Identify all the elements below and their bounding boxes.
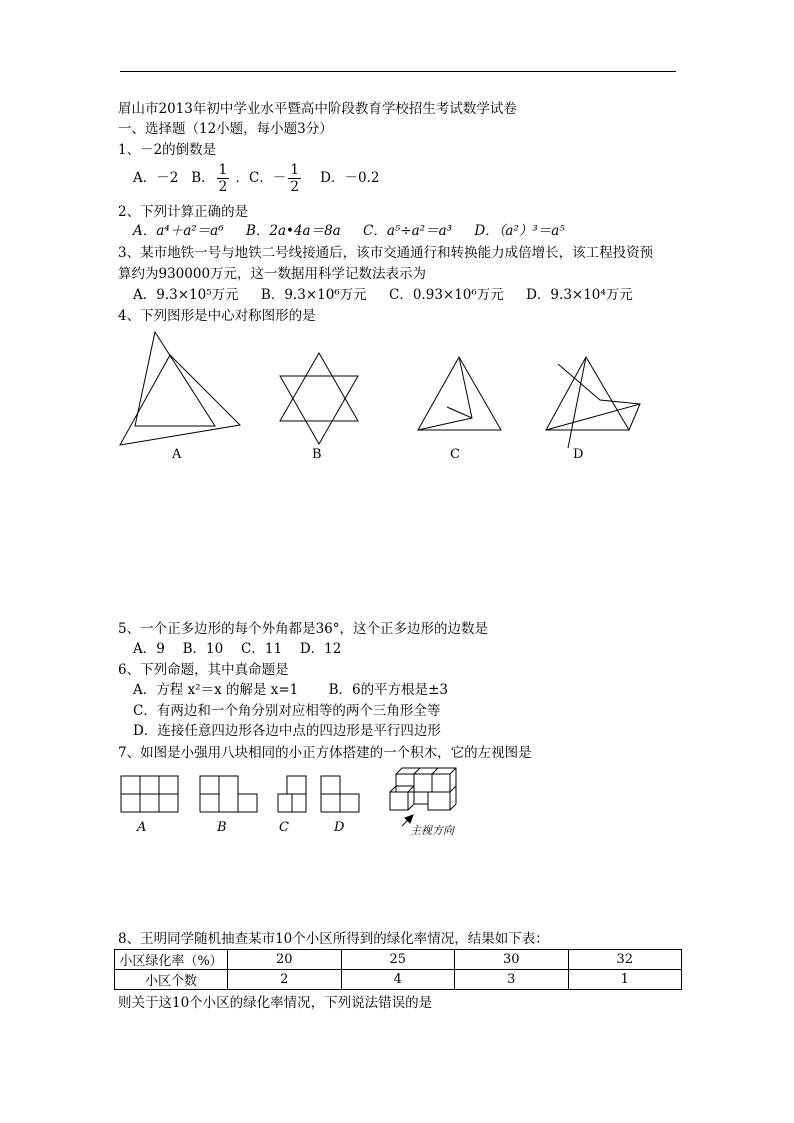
exam-title: 眉山市2013年初中学业水平暨高中阶段教育学校招生考试数学试卷: [118, 101, 517, 117]
q7-label-d: D: [334, 820, 345, 835]
q8-stem: 8、王明同学随机抽查某市10个小区所得到的绿化率情况，结果如下表：: [118, 931, 549, 947]
q7-view-d: [321, 776, 359, 812]
q2-stem: 2、下列计算正确的是: [118, 204, 249, 220]
q6-option-b: B．6的平方根是±3: [328, 682, 448, 698]
q7-view-c: [278, 776, 306, 812]
table-cell: 30: [455, 950, 569, 970]
q7-direction-label: 主视方向: [410, 824, 454, 837]
q2-option-d: D．（a²）³＝a⁵: [474, 223, 565, 239]
q7-view-a: [121, 776, 178, 812]
table-header-cell: 小区个数: [115, 970, 228, 990]
q5-options: A．9 B．10 C．11 D．12: [133, 641, 342, 657]
q6-stem: 6、下列命题，其中真命题是: [118, 662, 289, 678]
table-row: [115, 950, 682, 970]
table-row: [115, 970, 682, 990]
q1-fraction-b: $\frac{1}{2}$: [218, 162, 228, 195]
table-cell: 4: [341, 970, 455, 990]
q3-stem-line1: 3、某市地铁一号与地铁二号线接通后，该市交通通行和转换能力成倍增长，该工程投资预: [118, 245, 654, 261]
q8-after-text: 则关于这10个小区的绿化率情况，下列说法错误的是: [118, 995, 433, 1011]
table-cell: 3: [455, 970, 569, 990]
q4-label-a: A: [172, 447, 182, 462]
q4-label-b: B: [312, 447, 322, 462]
q3-option-d: D．9.3×10⁴万元: [526, 287, 633, 303]
q7-stem: 7、如图是小强用八块相同的小正方体搭建的一个积木，它的左视图是: [118, 745, 532, 761]
q2-option-b: B．2a•4a＝8a: [245, 223, 341, 239]
q1-option-c-prefix: ．C．－: [235, 170, 287, 186]
q3-stem-line2: 算约为930000万元，这一数据用科学记数法表示为: [118, 266, 427, 282]
q3-option-c: C．0.93×10⁶万元: [389, 287, 504, 303]
q7-label-c: C: [279, 820, 289, 835]
q3-option-a: A．9.3×10⁵万元: [133, 287, 239, 303]
q1-option-b-prefix: B．: [191, 170, 215, 186]
q6-option-d: D．连接任意四边形各边中点的四边形是平行四边形: [133, 723, 441, 739]
q7-label-a: A: [137, 820, 147, 835]
q2-option-a: A．a⁴＋a²＝a⁶: [133, 223, 224, 239]
q7-view-b: [200, 776, 257, 812]
table-cell: 2: [228, 970, 342, 990]
q1-option-a: A．－2: [133, 170, 179, 186]
q1-option-d: D．－0.2: [320, 170, 380, 186]
section-heading: 一、选择题（12小题，每小题3分）: [118, 121, 333, 137]
q1-fraction-c: $\frac{1}{2}$: [290, 162, 299, 195]
q6-option-a: A．方程 x²＝x 的解是 x=1: [133, 682, 299, 698]
table-cell: 25: [341, 950, 455, 970]
q4-label-d: D: [573, 447, 584, 462]
table-cell: 32: [568, 950, 682, 970]
q6-option-c: C．有两边和一个角分别对应相等的两个三角形全等: [133, 703, 441, 719]
q4-label-c: C: [450, 447, 460, 462]
table-header-cell: 小区绿化率（%）: [115, 950, 228, 970]
q4-stem: 4、下列图形是中心对称图形的是: [118, 308, 316, 324]
table-cell: 1: [568, 970, 682, 990]
q8-table: [114, 949, 682, 990]
q7-block-stack: [390, 768, 456, 810]
q5-stem: 5、一个正多边形的每个外角都是36°，这个正多边形的边数是: [118, 621, 489, 637]
table-cell: 20: [228, 950, 342, 970]
q3-option-b: B．9.3×10⁶万元: [260, 287, 367, 303]
q2-option-c: C．a⁵÷a²＝a³: [363, 223, 453, 239]
q1-stem: 1、－2的倒数是: [118, 142, 217, 158]
q7-label-b: B: [217, 820, 227, 835]
